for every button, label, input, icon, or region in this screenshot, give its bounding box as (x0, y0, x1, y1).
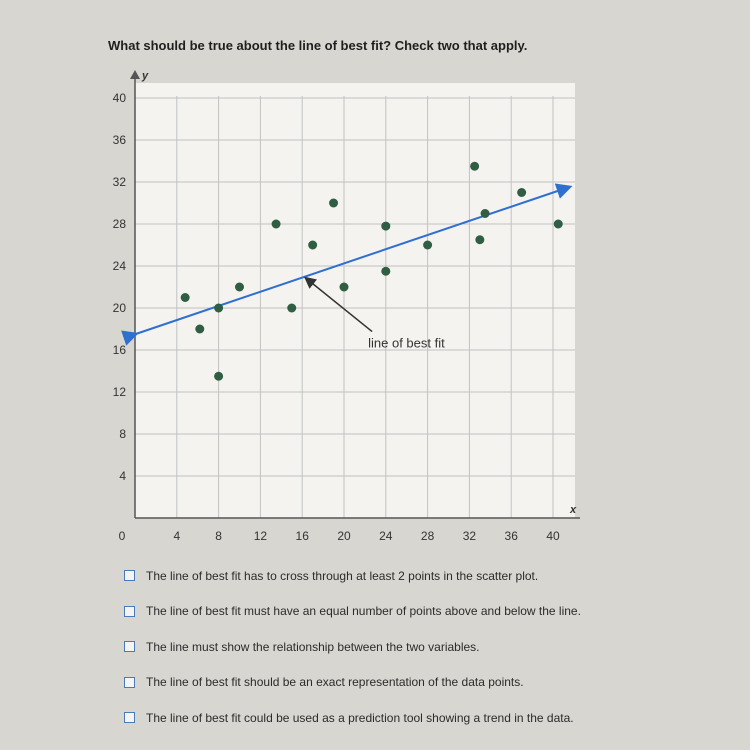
y-tick-label: 20 (112, 301, 126, 315)
y-tick-label: 16 (112, 343, 126, 357)
option-checkbox[interactable] (124, 570, 135, 581)
y-tick-label: 28 (112, 217, 126, 231)
option-label: The line must show the relationship between the two variables. (146, 639, 480, 654)
y-tick-label: 32 (112, 175, 126, 189)
x-tick-label: 36 (504, 529, 518, 543)
x-tick-label: 40 (546, 529, 560, 543)
x-tick-label: 16 (295, 529, 309, 543)
origin-label: 0 (118, 529, 126, 543)
x-tick-label: 4 (173, 529, 181, 543)
option-label: The line of best fit could be used as a prediction tool showing a trend in the data. (146, 710, 574, 725)
annotation-label: line of best fit (368, 335, 445, 351)
data-point (329, 199, 338, 208)
x-tick-label: 24 (379, 529, 393, 543)
data-point (272, 220, 281, 229)
option-label: The line of best fit must have an equal number of points above and below the line. (146, 604, 581, 619)
data-point (554, 220, 563, 229)
x-tick-label: 12 (253, 529, 268, 543)
x-tick-label: 28 (420, 529, 435, 543)
answer-option[interactable] (124, 629, 581, 665)
option-checkbox[interactable] (124, 677, 135, 688)
data-point (481, 209, 490, 218)
data-point (475, 235, 484, 244)
data-point (423, 241, 432, 250)
data-point (517, 188, 526, 197)
data-point (308, 241, 317, 250)
option-checkbox[interactable] (124, 606, 135, 617)
y-axis-name: y (142, 70, 149, 82)
data-point (181, 293, 190, 302)
option-label: The line of best fit has to cross through at least 2 points in the scatter plot. (146, 568, 539, 583)
option-label: The line of best fit should be an exact representation of the data points. (146, 675, 524, 690)
answer-option[interactable] (124, 558, 581, 594)
data-point (470, 162, 479, 171)
option-checkbox[interactable] (124, 641, 135, 652)
x-tick-label: 8 (215, 529, 222, 543)
y-tick-label: 40 (112, 91, 126, 105)
x-tick-label: 20 (337, 529, 351, 543)
answer-option[interactable] (124, 594, 581, 630)
y-tick-label: 8 (119, 427, 126, 441)
data-point (214, 372, 223, 381)
data-point (235, 283, 244, 292)
question-text: What should be true about the line of best fit? Check two that apply. (108, 38, 528, 53)
y-tick-label: 36 (112, 133, 126, 147)
y-tick-label: 12 (112, 385, 126, 399)
data-point (340, 283, 349, 292)
y-axis-arrow-icon (130, 70, 140, 79)
x-axis-name: x (570, 504, 577, 516)
answer-options (124, 558, 581, 736)
answer-option[interactable] (124, 665, 581, 701)
data-point (195, 325, 204, 334)
option-checkbox[interactable] (124, 712, 135, 723)
data-point (214, 304, 223, 313)
y-tick-label: 24 (112, 259, 126, 273)
data-point (381, 267, 390, 276)
y-tick-label: 4 (119, 469, 126, 483)
x-tick-label: 32 (462, 529, 477, 543)
data-point (381, 222, 390, 231)
data-point (287, 304, 296, 313)
answer-option[interactable] (124, 700, 581, 736)
plot-area (135, 83, 575, 518)
